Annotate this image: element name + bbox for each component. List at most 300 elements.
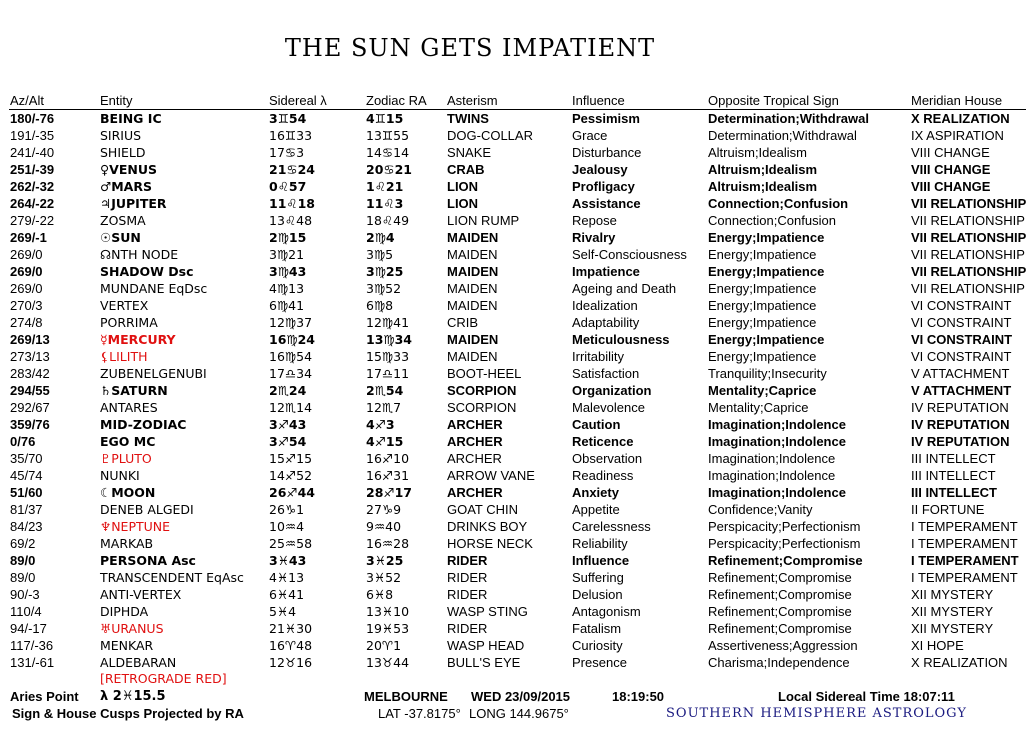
cell-meridian-house: I TEMPERAMENT — [911, 519, 1018, 534]
cell-asterism: RIDER — [447, 570, 488, 585]
cell-az-alt: 81/37 — [10, 502, 43, 517]
cell-entity: SHIELD — [100, 145, 146, 160]
cell-zodiac-ra: 4♊15 — [366, 111, 404, 126]
cell-influence: Adaptability — [572, 315, 640, 330]
cell-entity: SHADOW Dsc — [100, 264, 194, 279]
cell-influence: Rivalry — [572, 230, 616, 245]
cell-sidereal-longitude: 3♓43 — [269, 553, 307, 568]
cell-asterism: ARCHER — [447, 451, 502, 466]
cell-meridian-house: VII RELATIONSHIP — [911, 213, 1025, 228]
cell-asterism: MAIDEN — [447, 281, 498, 296]
cell-influence: Idealization — [572, 298, 638, 313]
cell-entity: ♀VENUS — [100, 162, 157, 177]
cell-az-alt: 283/42 — [10, 366, 50, 381]
cell-asterism: CRIB — [447, 315, 479, 330]
cell-entity: ♅URANUS — [100, 621, 164, 636]
cell-entity: DIPHDA — [100, 604, 149, 619]
cell-az-alt: 69/2 — [10, 536, 36, 551]
cell-opposite-sign: Refinement;Compromise — [708, 604, 852, 619]
cell-az-alt: 269/0 — [10, 247, 43, 262]
aries-point-label: Aries Point — [10, 689, 79, 704]
table-row — [0, 331, 1036, 348]
cell-sidereal-longitude: 2♏24 — [269, 383, 307, 398]
cell-opposite-sign: Imagination;Indolence — [708, 434, 846, 449]
table-row — [0, 637, 1036, 654]
cell-az-alt: 0/76 — [10, 434, 36, 449]
cell-meridian-house: VI CONSTRAINT — [911, 298, 1012, 313]
brand-label: SOUTHERN HEMISPHERE ASTROLOGY — [666, 706, 967, 721]
cell-opposite-sign: Determination;Withdrawal — [708, 128, 857, 143]
cell-meridian-house: X REALIZATION — [911, 655, 1008, 670]
cell-sidereal-longitude: 6♍41 — [269, 298, 305, 313]
table-row — [0, 654, 1036, 671]
col-header-azalt: Az/Alt — [10, 93, 44, 108]
table-row — [0, 484, 1036, 501]
cell-influence: Delusion — [572, 587, 623, 602]
cell-zodiac-ra: 6♓8 — [366, 587, 394, 602]
cell-meridian-house: III INTELLECT — [911, 451, 996, 466]
cell-asterism: ARCHER — [447, 434, 503, 449]
col-header-influence: Influence — [572, 93, 625, 108]
cell-asterism: MAIDEN — [447, 298, 498, 313]
cell-zodiac-ra: 4♐15 — [366, 434, 404, 449]
cell-entity: ♇PLUTO — [100, 451, 152, 466]
cell-opposite-sign: Altruism;Idealism — [708, 145, 807, 160]
cell-zodiac-ra: 3♍5 — [366, 247, 394, 262]
cell-zodiac-ra: 16♐10 — [366, 451, 410, 466]
cell-entity: VERTEX — [100, 298, 149, 313]
cell-influence: Reticence — [572, 434, 634, 449]
cell-az-alt: 131/-61 — [10, 655, 55, 670]
cell-meridian-house: XI HOPE — [911, 638, 964, 653]
cell-meridian-house: VII RELATIONSHIP — [911, 196, 1027, 211]
cell-zodiac-ra: 28♐17 — [366, 485, 412, 500]
cell-opposite-sign: Mentality;Caprice — [708, 400, 809, 415]
cell-asterism: RIDER — [447, 587, 488, 602]
table-row — [0, 365, 1036, 382]
cell-opposite-sign: Refinement;Compromise — [708, 587, 852, 602]
cell-asterism: LION — [447, 196, 479, 211]
cell-sidereal-longitude: 12♉16 — [269, 655, 313, 670]
city: MELBOURNE — [364, 689, 448, 704]
cell-meridian-house: XII MYSTERY — [911, 587, 994, 602]
cell-sidereal-longitude: 16♈48 — [269, 638, 313, 653]
cell-meridian-house: V ATTACHMENT — [911, 383, 1012, 398]
cell-opposite-sign: Imagination;Indolence — [708, 485, 846, 500]
cell-zodiac-ra: 11♌3 — [366, 196, 404, 211]
cell-asterism: SCORPION — [447, 383, 517, 398]
cell-opposite-sign: Altruism;Idealism — [708, 179, 818, 194]
cell-meridian-house: VII RELATIONSHIP — [911, 247, 1025, 262]
cell-entity: PORRIMA — [100, 315, 158, 330]
cell-meridian-house: VII RELATIONSHIP — [911, 281, 1025, 296]
cell-asterism: GOAT CHIN — [447, 502, 519, 517]
cell-influence: Irritability — [572, 349, 625, 364]
cell-meridian-house: III INTELLECT — [911, 485, 997, 500]
cell-zodiac-ra: 27♑9 — [366, 502, 402, 517]
cell-entity: ☉SUN — [100, 230, 141, 245]
cell-sidereal-longitude: 2♍15 — [269, 230, 307, 245]
cell-meridian-house: X REALIZATION — [911, 111, 1010, 126]
page-title: THE SUN GETS IMPATIENT — [284, 34, 656, 62]
cell-az-alt: 269/13 — [10, 332, 50, 347]
cell-sidereal-longitude: 5♓4 — [269, 604, 297, 619]
cell-meridian-house: XII MYSTERY — [911, 604, 994, 619]
cell-opposite-sign: Energy;Impatience — [708, 298, 817, 313]
cell-meridian-house: I TEMPERAMENT — [911, 553, 1019, 568]
cell-entity: ☾MOON — [100, 485, 156, 500]
cell-zodiac-ra: 6♍8 — [366, 298, 394, 313]
cell-influence: Impatience — [572, 264, 640, 279]
cell-sidereal-longitude: 0♌57 — [269, 179, 307, 194]
cell-influence: Caution — [572, 417, 621, 432]
table-row — [0, 161, 1036, 178]
table-row — [0, 620, 1036, 637]
cell-asterism: BULL'S EYE — [447, 655, 521, 670]
col-header-sidereal: Sidereal λ — [269, 93, 327, 108]
cusps-note: Sign & House Cusps Projected by RA — [12, 706, 244, 721]
cell-zodiac-ra: 3♓52 — [366, 570, 402, 585]
cell-az-alt: 273/13 — [10, 349, 50, 364]
cell-opposite-sign: Energy;Impatience — [708, 281, 817, 296]
cell-asterism: HORSE NECK — [447, 536, 533, 551]
cell-sidereal-longitude: 3♐43 — [269, 417, 307, 432]
cell-asterism: MAIDEN — [447, 349, 498, 364]
cell-entity: ♃JUPITER — [100, 196, 167, 211]
cell-sidereal-longitude: 6♓41 — [269, 587, 305, 602]
cell-az-alt: 90/-3 — [10, 587, 40, 602]
table-row — [0, 552, 1036, 569]
cell-entity: NUNKI — [100, 468, 140, 483]
ephemeris-table — [0, 110, 1036, 671]
table-row — [0, 178, 1036, 195]
cell-az-alt: 241/-40 — [10, 145, 55, 160]
cell-az-alt: 35/70 — [10, 451, 43, 466]
col-header-opposite: Opposite Tropical Sign — [708, 93, 839, 108]
cell-entity: MENKAR — [100, 638, 154, 653]
cell-sidereal-longitude: 16♍54 — [269, 349, 313, 364]
cell-asterism: DOG-COLLAR — [447, 128, 533, 143]
cell-entity: ALDEBARAN — [100, 655, 177, 670]
cell-opposite-sign: Connection;Confusion — [708, 213, 836, 228]
cell-opposite-sign: Energy;Impatience — [708, 315, 817, 330]
cell-meridian-house: XII MYSTERY — [911, 621, 994, 636]
cell-asterism: DRINKS BOY — [447, 519, 528, 534]
cell-az-alt: 359/76 — [10, 417, 50, 432]
table-row — [0, 127, 1036, 144]
cell-az-alt: 110/4 — [10, 604, 42, 619]
cell-sidereal-longitude: 3♐54 — [269, 434, 307, 449]
cell-entity: DENEB ALGEDI — [100, 502, 194, 517]
cell-az-alt: 264/-22 — [10, 196, 55, 211]
cell-asterism: SNAKE — [447, 145, 492, 160]
cell-zodiac-ra: 18♌49 — [366, 213, 410, 228]
cell-sidereal-longitude: 10♒4 — [269, 519, 305, 534]
cell-asterism: MAIDEN — [447, 230, 499, 245]
cell-sidereal-longitude: 25♒58 — [269, 536, 313, 551]
cell-influence: Fatalism — [572, 621, 622, 636]
col-header-asterism: Asterism — [447, 93, 498, 108]
cell-zodiac-ra: 19♓53 — [366, 621, 410, 636]
cell-influence: Profligacy — [572, 179, 635, 194]
cell-az-alt: 292/67 — [10, 400, 50, 415]
table-row — [0, 399, 1036, 416]
cell-sidereal-longitude: 17♎34 — [269, 366, 313, 381]
cell-meridian-house: VII RELATIONSHIP — [911, 264, 1027, 279]
cell-opposite-sign: Perspicacity;Perfectionism — [708, 519, 861, 534]
sidereal-time: Local Sidereal Time 18:07:11 — [778, 689, 955, 704]
table-row — [0, 501, 1036, 518]
cell-az-alt: 279/-22 — [10, 213, 55, 228]
table-row — [0, 433, 1036, 450]
cell-meridian-house: VIII CHANGE — [911, 145, 990, 160]
cell-zodiac-ra: 17♎11 — [366, 366, 410, 381]
cell-az-alt: 191/-35 — [10, 128, 55, 143]
cell-zodiac-ra: 3♍52 — [366, 281, 402, 296]
cell-sidereal-longitude: 26♑1 — [269, 502, 305, 517]
cell-az-alt: 117/-36 — [10, 638, 54, 653]
cell-influence: Readiness — [572, 468, 634, 483]
cell-zodiac-ra: 20♈1 — [366, 638, 402, 653]
col-header-house: Meridian House — [911, 93, 1003, 108]
cell-asterism: MAIDEN — [447, 264, 499, 279]
table-row — [0, 382, 1036, 399]
cell-influence: Curiosity — [572, 638, 623, 653]
cell-meridian-house: I TEMPERAMENT — [911, 570, 1018, 585]
cell-meridian-house: IV REPUTATION — [911, 434, 1010, 449]
cell-influence: Pessimism — [572, 111, 640, 126]
cell-meridian-house: VI CONSTRAINT — [911, 315, 1012, 330]
cell-zodiac-ra: 3♍25 — [366, 264, 404, 279]
cell-az-alt: 45/74 — [10, 468, 43, 483]
table-row — [0, 586, 1036, 603]
cell-asterism: MAIDEN — [447, 247, 498, 262]
cell-meridian-house: VI CONSTRAINT — [911, 332, 1013, 347]
table-row — [0, 297, 1036, 314]
cell-influence: Influence — [572, 553, 630, 568]
cell-zodiac-ra: 1♌21 — [366, 179, 404, 194]
cell-influence: Ageing and Death — [572, 281, 677, 296]
col-header-zodiac-ra: Zodiac RA — [366, 93, 427, 108]
cell-zodiac-ra: 12♏7 — [366, 400, 402, 415]
cell-az-alt: 262/-32 — [10, 179, 55, 194]
cell-zodiac-ra: 16♐31 — [366, 468, 410, 483]
date: WED 23/09/2015 — [471, 689, 571, 704]
cell-zodiac-ra: 13♉44 — [366, 655, 410, 670]
cell-zodiac-ra: 14♋14 — [366, 145, 410, 160]
cell-asterism: WASP STING — [447, 604, 528, 619]
table-row — [0, 280, 1036, 297]
cell-az-alt: 270/3 — [10, 298, 43, 313]
cell-az-alt: 94/-17 — [10, 621, 47, 636]
cell-opposite-sign: Energy;Impatience — [708, 230, 825, 245]
cell-opposite-sign: Imagination;Indolence — [708, 468, 836, 483]
cell-asterism: LION RUMP — [447, 213, 520, 228]
cell-az-alt: 269/0 — [10, 264, 43, 279]
table-row — [0, 229, 1036, 246]
cell-opposite-sign: Imagination;Indolence — [708, 451, 836, 466]
cell-sidereal-longitude: 15♐15 — [269, 451, 313, 466]
cell-zodiac-ra: 12♍41 — [366, 315, 410, 330]
table-row — [0, 263, 1036, 280]
cell-az-alt: 294/55 — [10, 383, 50, 398]
cell-sidereal-longitude: 3♊54 — [269, 111, 307, 126]
table-row — [0, 467, 1036, 484]
cell-sidereal-longitude: 26♐44 — [269, 485, 315, 500]
cell-entity: EGO MC — [100, 434, 156, 449]
table-row — [0, 603, 1036, 620]
cell-opposite-sign: Imagination;Indolence — [708, 417, 846, 432]
cell-influence: Repose — [572, 213, 617, 228]
cell-asterism: ARROW VANE — [447, 468, 535, 483]
cell-meridian-house: III INTELLECT — [911, 468, 996, 483]
table-row — [0, 348, 1036, 365]
cell-asterism: BOOT-HEEL — [447, 366, 522, 381]
cell-influence: Presence — [572, 655, 627, 670]
cell-asterism: RIDER — [447, 621, 488, 636]
cell-opposite-sign: Charisma;Independence — [708, 655, 850, 670]
cell-influence: Self-Consciousness — [572, 247, 687, 262]
table-row — [0, 314, 1036, 331]
cell-entity: ZUBENELGENUBI — [100, 366, 207, 381]
cell-influence: Reliability — [572, 536, 628, 551]
cell-az-alt: 89/0 — [10, 570, 36, 585]
cell-az-alt: 84/23 — [10, 519, 43, 534]
cell-influence: Malevolence — [572, 400, 645, 415]
cell-meridian-house: VIII CHANGE — [911, 162, 991, 177]
cell-meridian-house: VII RELATIONSHIP — [911, 230, 1027, 245]
cell-az-alt: 89/0 — [10, 553, 36, 568]
table-row — [0, 416, 1036, 433]
cell-sidereal-longitude: 4♍13 — [269, 281, 305, 296]
cell-meridian-house: VI CONSTRAINT — [911, 349, 1012, 364]
table-row — [0, 195, 1036, 212]
cell-meridian-house: V ATTACHMENT — [911, 366, 1010, 381]
cell-influence: Antagonism — [572, 604, 641, 619]
cell-az-alt: 180/-76 — [10, 111, 55, 126]
cell-opposite-sign: Perspicacity;Perfectionism — [708, 536, 861, 551]
cell-opposite-sign: Energy;Impatience — [708, 332, 825, 347]
cell-entity: MARKAB — [100, 536, 154, 551]
table-row — [0, 144, 1036, 161]
cell-entity: ⚸LILITH — [100, 349, 148, 364]
cell-az-alt: 269/-1 — [10, 230, 47, 245]
cell-entity: MID-ZODIAC — [100, 417, 187, 432]
cell-zodiac-ra: 2♏54 — [366, 383, 404, 398]
cell-asterism: LION — [447, 179, 479, 194]
cell-opposite-sign: Refinement;Compromise — [708, 553, 863, 568]
table-row — [0, 569, 1036, 586]
cell-sidereal-longitude: 16♍24 — [269, 332, 315, 347]
cell-entity: ♄SATURN — [100, 383, 168, 398]
cell-influence: Assistance — [572, 196, 641, 211]
table-row — [0, 246, 1036, 263]
time: 18:19:50 — [612, 689, 665, 704]
cell-influence: Meticulousness — [572, 332, 670, 347]
cell-influence: Disturbance — [572, 145, 642, 160]
cell-sidereal-longitude: 4♓13 — [269, 570, 305, 585]
cell-opposite-sign: Energy;Impatience — [708, 247, 817, 262]
cell-opposite-sign: Determination;Withdrawal — [708, 111, 869, 126]
cell-opposite-sign: Altruism;Idealism — [708, 162, 818, 177]
latitude: LAT -37.8175° — [378, 706, 461, 721]
table-row — [0, 518, 1036, 535]
cell-az-alt: 274/8 — [10, 315, 43, 330]
cell-influence: Organization — [572, 383, 652, 398]
cell-sidereal-longitude: 3♍43 — [269, 264, 307, 279]
cell-influence: Jealousy — [572, 162, 628, 177]
cell-asterism: TWINS — [447, 111, 489, 126]
cell-entity: ♆NEPTUNE — [100, 519, 171, 534]
col-header-entity: Entity — [100, 93, 133, 108]
cell-zodiac-ra: 4♐3 — [366, 417, 395, 432]
cell-zodiac-ra: 15♍33 — [366, 349, 410, 364]
cell-entity: ANTI-VERTEX — [100, 587, 182, 602]
cell-sidereal-longitude: 12♏14 — [269, 400, 313, 415]
cell-sidereal-longitude: 12♍37 — [269, 315, 313, 330]
cell-asterism: WASP HEAD — [447, 638, 525, 653]
cell-zodiac-ra: 13♓10 — [366, 604, 410, 619]
cell-asterism: SCORPION — [447, 400, 517, 415]
cell-influence: Anxiety — [572, 485, 619, 500]
cell-opposite-sign: Energy;Impatience — [708, 349, 817, 364]
cell-sidereal-longitude: 21♋24 — [269, 162, 315, 177]
cell-asterism: CRAB — [447, 162, 485, 177]
cell-meridian-house: VIII CHANGE — [911, 179, 991, 194]
cell-meridian-house: IV REPUTATION — [911, 400, 1009, 415]
cell-asterism: ARCHER — [447, 417, 503, 432]
cell-zodiac-ra: 9♒40 — [366, 519, 402, 534]
cell-entity: ☊NTH NODE — [100, 247, 179, 262]
cell-opposite-sign: Refinement;Compromise — [708, 570, 852, 585]
aries-point-value: λ 2♓15.5 — [100, 689, 166, 704]
table-row — [0, 212, 1036, 229]
cell-meridian-house: II FORTUNE — [911, 502, 985, 517]
table-row — [0, 450, 1036, 467]
cell-entity: PERSONA Asc — [100, 553, 196, 568]
cell-influence: Suffering — [572, 570, 624, 585]
cell-entity: TRANSCENDENT EqAsc — [100, 570, 244, 585]
cell-opposite-sign: Assertiveness;Aggression — [708, 638, 858, 653]
cell-zodiac-ra: 3♓25 — [366, 553, 404, 568]
cell-entity: ♂MARS — [100, 179, 152, 194]
cell-asterism: MAIDEN — [447, 332, 499, 347]
cell-influence: Observation — [572, 451, 643, 466]
cell-zodiac-ra: 2♍4 — [366, 230, 395, 245]
cell-influence: Appetite — [572, 502, 620, 517]
cell-zodiac-ra: 20♋21 — [366, 162, 412, 177]
table-row — [0, 110, 1036, 127]
cell-sidereal-longitude: 3♍21 — [269, 247, 305, 262]
cell-entity: ANTARES — [100, 400, 158, 415]
cell-sidereal-longitude: 16♊33 — [269, 128, 313, 143]
cell-sidereal-longitude: 17♋3 — [269, 145, 305, 160]
cell-zodiac-ra: 13♊55 — [366, 128, 410, 143]
cell-opposite-sign: Energy;Impatience — [708, 264, 825, 279]
cell-asterism: RIDER — [447, 553, 488, 568]
cell-zodiac-ra: 13♍34 — [366, 332, 412, 347]
cell-sidereal-longitude: 14♐52 — [269, 468, 313, 483]
cell-zodiac-ra: 16♒28 — [366, 536, 410, 551]
cell-opposite-sign: Refinement;Compromise — [708, 621, 852, 636]
cell-meridian-house: IX ASPIRATION — [911, 128, 1004, 143]
table-header — [0, 93, 1036, 110]
cell-meridian-house: I TEMPERAMENT — [911, 536, 1018, 551]
cell-az-alt: 51/60 — [10, 485, 43, 500]
cell-influence: Satisfaction — [572, 366, 640, 381]
cell-sidereal-longitude: 21♓30 — [269, 621, 313, 636]
cell-az-alt: 269/0 — [10, 281, 43, 296]
